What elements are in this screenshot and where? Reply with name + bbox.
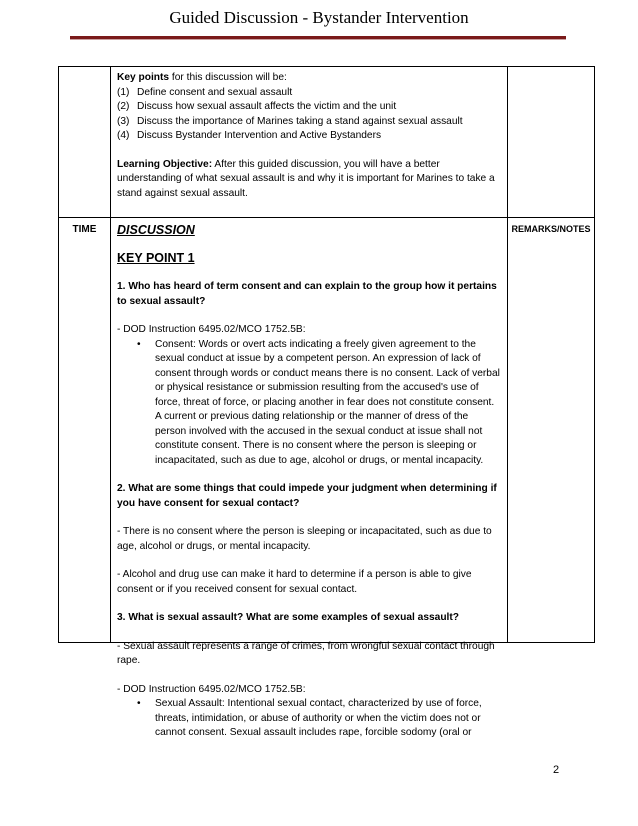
- sexual-assault-definition-text: Sexual Assault: Intentional sexual contact, characterized by use of force, threats, intimidation, or abuse of authority or when the victim does not or cannot consent. Sexual assault includes rape, forcible sodomy (oral or: [155, 698, 482, 738]
- key-point-number: (2): [117, 101, 130, 112]
- discussion-row: [59, 218, 595, 643]
- dod-reference-2: - DOD Instruction 6495.02/MCO 1752.5B:: [117, 683, 306, 695]
- answer-3: - Sexual assault represents a range of crimes, from wrongful sexual contact through rape.: [117, 640, 495, 666]
- header-divider: [70, 36, 566, 40]
- learning-objective-text: After this guided discussion, you will have a better understanding of what sexual assault is and why it is important for Marines to take a stand against sexual assault.: [117, 158, 495, 199]
- key-point-item: [117, 129, 501, 144]
- time-column-cell: [59, 218, 111, 643]
- key-points-intro: [117, 71, 501, 86]
- key-point-number: (3): [117, 115, 130, 127]
- question-3: 3. What is sexual assault? What are some examples of sexual assault?: [117, 612, 459, 623]
- intro-time-cell: [59, 67, 111, 218]
- key-point-text: Define consent and sexual assault: [137, 86, 293, 98]
- key-points-label: Key points: [117, 72, 170, 83]
- time-header: TIME: [72, 224, 97, 235]
- key-point-item: [117, 115, 501, 130]
- page-number: 2: [553, 764, 560, 776]
- key-point-heading: KEY POINT 1: [117, 251, 195, 265]
- key-point-item: [117, 86, 501, 101]
- key-point-number: (1): [117, 86, 130, 98]
- key-point-text: Discuss how sexual assault affects the victim and the unit: [137, 101, 397, 112]
- remarks-column-cell: [508, 218, 595, 643]
- key-point-item: [117, 100, 501, 115]
- key-points-list: [117, 86, 501, 144]
- bullet-icon: •: [137, 698, 141, 709]
- question-2: 2. What are some things that could impede your judgment when determining if you have consent for sexual contact?: [117, 483, 497, 509]
- learning-objective: [117, 158, 501, 202]
- key-point-text: Discuss the importance of Marines taking a stand against sexual assault: [137, 115, 463, 127]
- discussion-header: DISCUSSION: [117, 223, 195, 237]
- remarks-header: REMARKS/NOTES: [511, 224, 591, 234]
- intro-row: [59, 67, 595, 218]
- key-points-intro-text: for this discussion will be:: [169, 72, 287, 83]
- question-1: 1. Who has heard of term consent and can explain to the group how it pertains to sexual assault?: [117, 281, 497, 307]
- answer-2b: - Alcohol and drug use can make it hard to determine if a person is able to give consent or if you received consent for sexual contact.: [117, 569, 472, 595]
- lesson-table: [58, 66, 595, 738]
- consent-definition-bullet: [117, 338, 501, 469]
- learning-objective-label: Learning Objective:: [117, 158, 213, 170]
- key-point-text: Discuss Bystander Intervention and Active Bystanders: [137, 130, 382, 141]
- sexual-assault-definition-bullet: [117, 697, 501, 741]
- discussion-content-cell: [111, 218, 508, 738]
- intro-content-cell: [111, 67, 508, 218]
- consent-definition-text: Consent: Words or overt acts indicating a freely given agreement to the sexual conduct at issue by a competent person. An expression of lack of consent through words or conduct means there is no consent. Lack of verbal or physical resistance or submission resulting from the accused's use of force, threat of force, or placing another in fear does not constitute consent. A current or previous dating relationship or the manner of dress of the person involved with the accused in the sexual conduct at issue shall not constitute consent. There is no consent where the person is sleeping or incapacitated, such as due to age, alcohol or drugs, or mental incapacity.: [155, 338, 500, 466]
- dod-reference-1: - DOD Instruction 6495.02/MCO 1752.5B:: [117, 324, 306, 335]
- key-point-number: (4): [117, 130, 130, 141]
- intro-remarks-cell: [508, 67, 595, 218]
- answer-2a: - There is no consent where the person is sleeping or incapacitated, such as due to age, alcohol or drugs, or mental incapacity.: [117, 526, 492, 552]
- page-header-title: Guided Discussion - Bystander Intervention: [169, 8, 469, 27]
- bullet-icon: •: [137, 338, 141, 350]
